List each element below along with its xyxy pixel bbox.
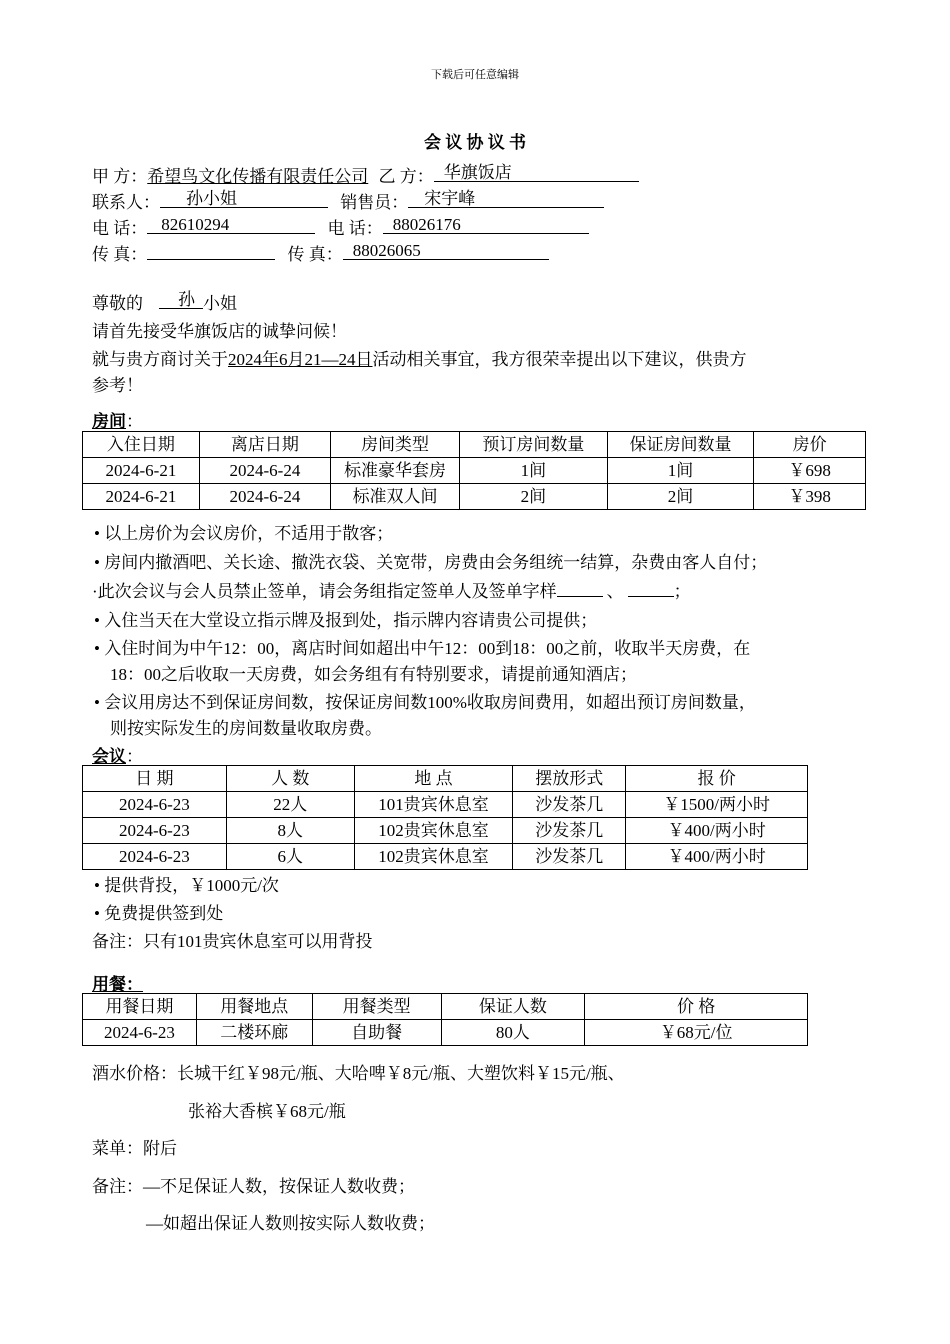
contact-label: 联系人： [92, 193, 160, 212]
table-cell: 二楼环廊 [196, 1020, 312, 1046]
drinks-line: 酒水价格：长城干红￥98元/瓶、大哈啤￥8元/瓶、大塑饮料￥15元/瓶、 [92, 1064, 625, 1083]
rooms-header-row [83, 432, 866, 458]
purpose-date: 2024年6月21—24日 [228, 350, 373, 369]
sign-blank-2 [628, 579, 674, 597]
table-cell: 2024-6-24 [199, 484, 330, 510]
sign-separator: 、 [606, 582, 624, 601]
dining-header-cell: 用餐地点 [196, 994, 312, 1020]
salutation-name: 孙 [178, 290, 195, 309]
dining-heading [92, 970, 153, 995]
meeting-note-projector: • 提供背投，￥1000元/次 [94, 876, 279, 895]
phone-a-value: 82610294 [161, 215, 230, 234]
fax-a-field [147, 242, 275, 260]
rooms-heading [92, 407, 143, 432]
meeting-heading-text: 会议 [92, 747, 126, 766]
meeting-header-cell: 摆放形式 [513, 766, 626, 792]
phone-a-field [147, 216, 315, 234]
table-cell: 6人 [226, 844, 354, 870]
table-row [83, 792, 808, 818]
rooms-header-cell: 离店日期 [199, 432, 330, 458]
dining-header-cell: 价 格 [585, 994, 808, 1020]
dining-table [82, 993, 808, 1046]
rooms-header-cell: 保证房间数量 [607, 432, 754, 458]
table-cell: 2间 [607, 484, 754, 510]
meeting-note-signin: • 免费提供签到处 [94, 904, 224, 923]
table-cell: 2024-6-23 [83, 844, 227, 870]
table-cell: 22人 [226, 792, 354, 818]
table-cell: 2024-6-21 [83, 484, 200, 510]
table-cell: ￥1500/两小时 [626, 792, 808, 818]
table-cell: 沙发茶几 [513, 818, 626, 844]
rooms-note-checkin: • 入住时间为中午12：00，离店时间如超出中午12：00到18：00之前，收取半天房费，在 [94, 639, 751, 658]
dining-remark-1: 备注：—不足保证人数，按保证人数收费； [92, 1177, 415, 1196]
greeting-line: 请首先接受华旗饭店的诚挚问候！ [92, 322, 347, 341]
fax-b-value: 88026065 [352, 241, 421, 260]
dining-header-cell: 用餐日期 [83, 994, 197, 1020]
document-title: 会 议 协 议 书 [424, 133, 526, 152]
rooms-header-cell: 房间类型 [331, 432, 460, 458]
meeting-heading-colon: ： [126, 747, 143, 766]
table-cell: 1间 [607, 458, 754, 484]
salutation [92, 289, 237, 314]
fax-b-label: 传 真： [287, 245, 343, 264]
table-cell: 沙发茶几 [513, 844, 626, 870]
meeting-header-row [83, 766, 808, 792]
sales-value: 宋宇峰 [424, 189, 476, 208]
rooms-table [82, 431, 866, 510]
table-cell: 8人 [226, 818, 354, 844]
table-row [83, 484, 866, 510]
dining-heading-text: 用餐： [92, 975, 143, 994]
party-b-label: 乙 方： [378, 167, 434, 186]
rooms-note-rate: • 以上房价为会议房价，不适用于散客； [94, 524, 394, 543]
menu-line: 菜单：附后 [92, 1139, 177, 1158]
meeting-table [82, 765, 808, 870]
sign-end: ； [673, 582, 691, 601]
phone-b-value: 88026176 [392, 215, 461, 234]
dining-header-row [83, 994, 808, 1020]
rooms-note-guarantee: • 会议用房达不到保证房间数，按保证房间数100%收取房间费用，如超出预订房间数量， [94, 693, 756, 712]
fax-b-field [343, 242, 549, 260]
dining-header-cell: 保证人数 [441, 994, 585, 1020]
purpose-prefix: 就与贵方商讨关于 [92, 350, 228, 369]
fax-line [92, 240, 549, 265]
rooms-note-billing: • 房间内撤酒吧、关长途、撤洗衣袋、关宽带，房费由会务组统一结算，杂费由客人自付； [94, 553, 768, 572]
meeting-header-cell: 地 点 [354, 766, 513, 792]
phone-label: 电 话： [92, 219, 148, 238]
table-cell: 自助餐 [312, 1020, 441, 1046]
table-cell: 2间 [460, 484, 608, 510]
table-cell: 2024-6-21 [83, 458, 200, 484]
watermark-text: 下载后可任意编辑 [431, 69, 519, 81]
table-row [83, 818, 808, 844]
rooms-header-cell: 房价 [754, 432, 866, 458]
rooms-header-cell: 预订房间数量 [460, 432, 608, 458]
table-cell: ￥400/两小时 [626, 844, 808, 870]
signing-text: ·此次会议与会人员禁止签单，请会务组指定签单人及签单字样 [92, 582, 557, 601]
table-cell: 2024-6-23 [83, 792, 227, 818]
table-cell: 101贵宾休息室 [354, 792, 513, 818]
table-cell: 80人 [441, 1020, 585, 1046]
rooms-note-signage: • 入住当天在大堂设立指示牌及报到处，指示牌内容请贵公司提供； [94, 611, 598, 630]
dining-remark-2: —如超出保证人数则按实际人数收费； [146, 1214, 435, 1233]
meeting-heading [92, 742, 143, 767]
rooms-heading-text: 房间 [92, 412, 126, 431]
rooms-note-signing [92, 579, 691, 605]
purpose-line [92, 345, 747, 370]
party-b-value: 华旗饭店 [443, 163, 512, 182]
rooms-note-guarantee-cont: 则按实际发生的房间数量收取房费。 [110, 719, 382, 738]
contact-field [160, 190, 328, 208]
table-cell: ￥698 [754, 458, 866, 484]
table-cell: 标准豪华套房 [331, 458, 460, 484]
salutation-suffix: 小姐 [203, 294, 237, 313]
table-cell: 沙发茶几 [513, 792, 626, 818]
table-cell: ￥398 [754, 484, 866, 510]
table-cell: ￥68元/位 [585, 1020, 808, 1046]
table-cell: 2024-6-23 [83, 1020, 197, 1046]
salutation-name-field [159, 291, 203, 309]
salutation-prefix: 尊敬的 [92, 294, 143, 313]
sales-field [408, 190, 604, 208]
table-row [83, 1020, 808, 1046]
table-cell: 2024-6-24 [199, 458, 330, 484]
phone-line [92, 214, 589, 239]
table-row [83, 458, 866, 484]
sales-label: 销售员： [340, 193, 409, 212]
party-a-value: 希望鸟文化传播有限责任公司 [147, 167, 369, 186]
purpose-line-end: 参考！ [92, 376, 143, 395]
phone-b-field [383, 216, 589, 234]
purpose-suffix: 活动相关事宜，我方很荣幸提出以下建议，供贵方 [372, 350, 747, 369]
party-b-field [434, 164, 639, 182]
party-line [92, 162, 639, 187]
meeting-header-cell: 报 价 [626, 766, 808, 792]
table-cell: 标准双人间 [331, 484, 460, 510]
contact-line [92, 188, 604, 213]
table-row [83, 844, 808, 870]
dining-header-cell: 用餐类型 [312, 994, 441, 1020]
meeting-header-cell: 日 期 [83, 766, 227, 792]
table-cell: 102贵宾休息室 [354, 844, 513, 870]
rooms-heading-colon: ： [126, 412, 143, 431]
table-cell: 1间 [460, 458, 608, 484]
meeting-header-cell: 人 数 [226, 766, 354, 792]
contact-value: 孙小姐 [186, 189, 237, 208]
table-cell: ￥400/两小时 [626, 818, 808, 844]
fax-label: 传 真： [92, 245, 148, 264]
table-cell: 102贵宾休息室 [354, 818, 513, 844]
sign-blank-1 [557, 579, 603, 597]
rooms-header-cell: 入住日期 [83, 432, 200, 458]
meeting-remark: 备注：只有101贵宾休息室可以用背投 [92, 932, 373, 951]
table-cell: 2024-6-23 [83, 818, 227, 844]
drinks-line-cont: 张裕大香槟￥68元/瓶 [188, 1102, 346, 1121]
party-a-label: 甲 方： [92, 167, 148, 186]
phone-b-label: 电 话： [327, 219, 383, 238]
rooms-note-checkin-cont: 18：00之后收取一天房费，如会务组有有特别要求，请提前通知酒店； [110, 665, 637, 684]
